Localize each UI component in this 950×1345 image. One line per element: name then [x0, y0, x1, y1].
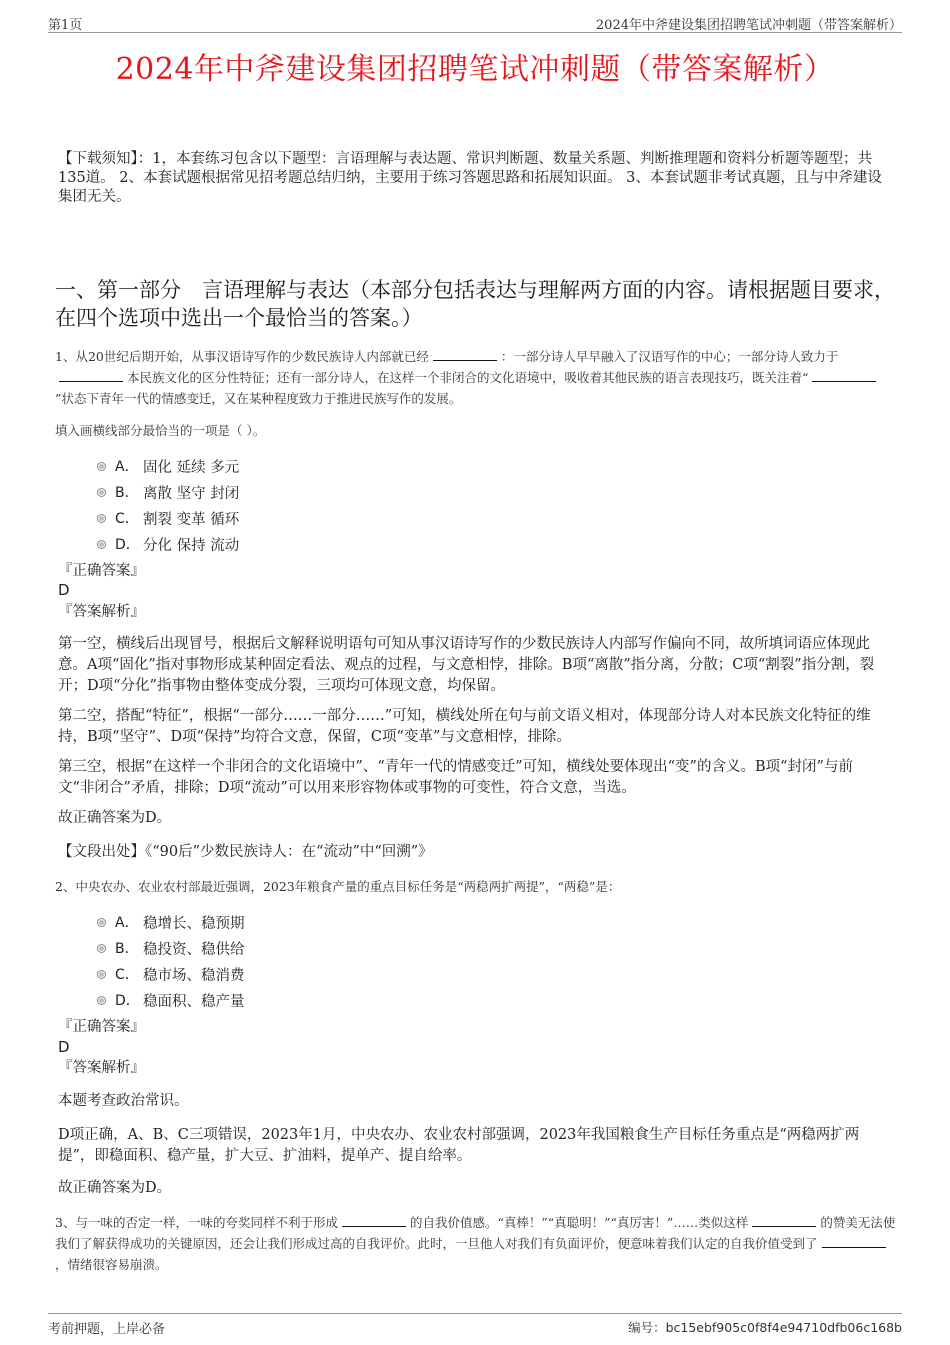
answer-blank	[342, 1214, 406, 1227]
correct-answer-label: 『正确答案』	[58, 1019, 145, 1035]
radio-icon[interactable]	[97, 514, 106, 523]
correct-answer: D	[58, 1038, 70, 1056]
page-footer	[48, 1313, 902, 1338]
analysis-paragraph: 第一空，横线后出现冒号，根据后文解释说明语句可知从事汉语诗写作的少数民族诗人内部写作偏向不同，故所填词语应体现此意。A项“固化”指对事物形成某种固定看法、观点的过程，与文意相悖，排除。B项“离散”指分离，分散；C项“割裂”指分割，裂开；D项“分化”指事物由整体变成分裂，三项均可体现文意，均保留。	[58, 636, 875, 694]
answer-blank	[812, 369, 876, 382]
question-3-stem: 3、与一味的否定一样，一味的夸奖同样不利于形成 的自我价值感。“真棒！”“真聪明！”“真厉害！”……类似这样 的赞美无法使我们了解获得成功的关键原因，还会让我们形成过高的自我评价。此时，一旦他人对我们有负面评价，便意味着我们认定的自我价值受到了，情绪很容易崩溃。	[55, 1215, 896, 1272]
analysis-conclusion: 故正确答案为D。	[58, 810, 172, 826]
download-notice: 【下载须知】：1，本套练习包含以下题型：言语理解与表达题、常识判断题、数量关系题、判断推理题和资料分析题等题型；共135道。 2、本套试题根据常见招考题总结归纳，主要用于练习答题思路和拓展知识面。 3、本套试题非考试真题，且与中斧建设集团无关。	[58, 151, 882, 205]
section-heading: 一、第一部分 言语理解与表达（本部分包括表达与理解两方面的内容。请根据题目要求，在四个选项中选出一个最恰当的答案。）	[55, 278, 895, 330]
header-doc-title: 2024年中斧建设集团招聘笔试冲刺题（带答案解析）	[595, 18, 902, 33]
option-a[interactable]: A． 稳增长、稳预期	[97, 909, 497, 935]
analysis-conclusion: 故正确答案为D。	[58, 1180, 172, 1196]
answer-blank	[822, 1235, 886, 1248]
question-2-stem: 2、中央农办、农业农村部最近强调，2023年粮食产量的重点目标任务是“两稳两扩两提”，“两稳”是：	[55, 879, 621, 894]
radio-icon[interactable]	[97, 970, 106, 979]
answer-blank	[59, 369, 123, 382]
question-2-options	[97, 909, 497, 1013]
option-c[interactable]: C． 割裂 变革 循环	[97, 505, 497, 531]
correct-answer-label: 『正确答案』	[58, 563, 145, 579]
radio-icon[interactable]	[97, 918, 106, 927]
option-d[interactable]: D． 稳面积、稳产量	[97, 987, 497, 1013]
page-number: 第1页	[48, 18, 83, 33]
analysis-label: 『答案解析』	[58, 604, 145, 620]
answer-blank	[752, 1214, 816, 1227]
radio-icon[interactable]	[97, 488, 106, 497]
radio-icon[interactable]	[97, 540, 106, 549]
analysis-paragraph: D项正确，A、B、C三项错误，2023年1月，中央农办、农业农村部强调，2023年我国粮食生产目标任务重点是“两稳两扩两提”，即稳面积、稳产量，扩大豆、扩油料，提单产、提自给率。	[58, 1127, 860, 1164]
radio-icon[interactable]	[97, 944, 106, 953]
footer-slogan: 考前押题，上岸必备	[48, 1322, 166, 1337]
analysis-paragraph: 第三空，根据“在这样一个非闭合的文化语境中”、“青年一代的情感变迁”可知，横线处要体现出“变”的含义。B项“封闭”与前文“非闭合”矛盾，排除；D项“流动”可以用来形容物体或事物的可变性，符合文意，当选。	[58, 759, 853, 796]
text-source: 【文段出处】《“90后”少数民族诗人：在“流动”中“回溯”》	[58, 844, 433, 860]
analysis-paragraph: 第二空，搭配“特征”，根据“一部分……一部分……”可知，横线处所在句与前文语义相对，体现部分诗人对本民族文化特征的维持，B项“坚守”、D项“保持”均符合文意，保留，C项“变革”与文意相悖，排除。	[58, 708, 871, 745]
question-1-stem: 1、从20世纪后期开始，从事汉语诗写作的少数民族诗人内部就已经 ：一部分诗人早早融入了汉语写作的中心；一部分诗人致力于本民族文化的区分性特征；还有一部分诗人，在这样一个非闭合的文化语境中，吸收着其他民族的语言表现技巧，既关注着“”状态下青年一代的情感变迁，又在某种程度致力于推进民族写作的发展。	[55, 346, 897, 409]
page-header	[48, 10, 902, 33]
option-a[interactable]: A． 固化 延续 多元	[97, 453, 497, 479]
option-b[interactable]: B． 离散 坚守 封闭	[97, 479, 497, 505]
radio-icon[interactable]	[97, 462, 106, 471]
correct-answer: D	[58, 581, 70, 599]
answer-blank	[433, 348, 497, 361]
question-1-prompt: 填入画横线部分最恰当的一项是（ ）。	[55, 423, 266, 438]
document-id: 编号：bc15ebf905c0f8f4e94710dfb06c168b	[628, 1320, 902, 1335]
analysis-label: 『答案解析』	[58, 1060, 145, 1076]
radio-icon[interactable]	[97, 996, 106, 1005]
option-d[interactable]: D． 分化 保持 流动	[97, 531, 497, 557]
option-c[interactable]: C． 稳市场、稳消费	[97, 961, 497, 987]
option-b[interactable]: B． 稳投资、稳供给	[97, 935, 497, 961]
analysis-paragraph: 本题考查政治常识。	[58, 1093, 189, 1109]
page-title: 2024年中斧建设集团招聘笔试冲刺题（带答案解析）	[115, 52, 835, 87]
question-1-options	[97, 453, 497, 557]
